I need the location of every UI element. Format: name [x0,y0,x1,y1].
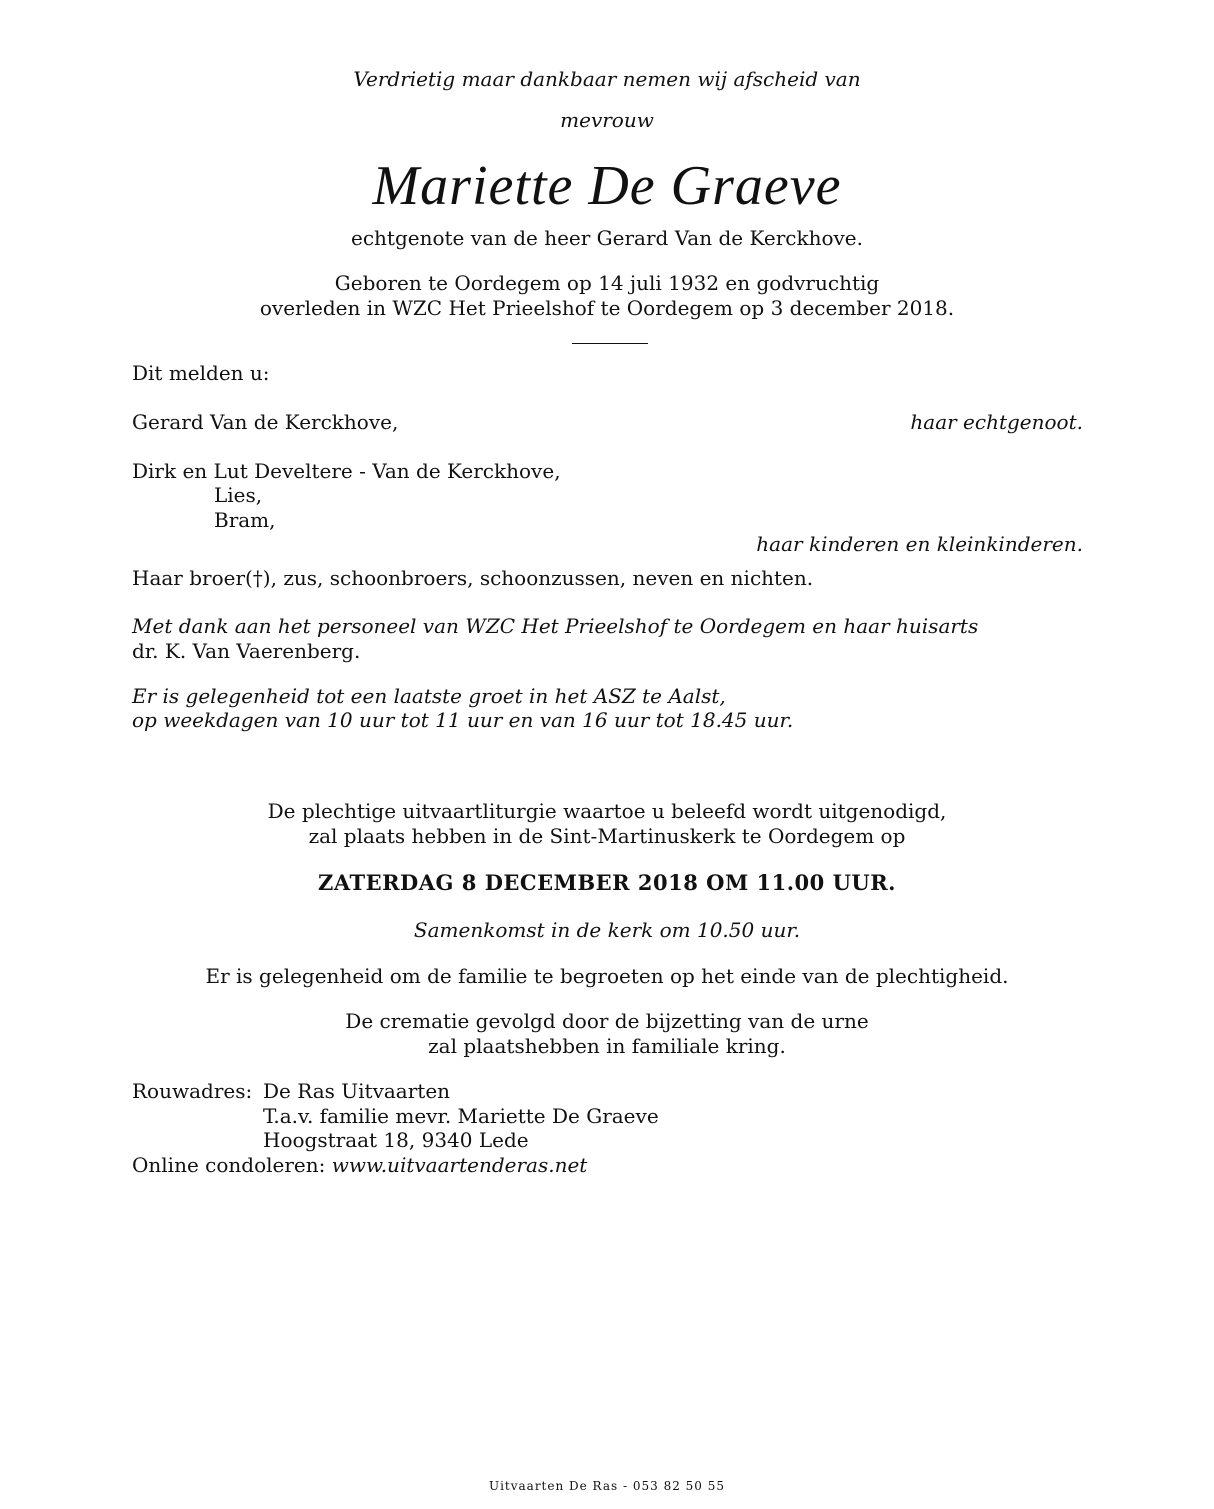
gathering-line: Samenkomst in de kerk om 10.50 uur. [413,918,801,942]
address-line: T.a.v. familie mevr. Mariette De Graeve [263,1104,659,1128]
grandchild-name: Bram, [214,508,276,532]
children-parents: Dirk en Lut Develtere - Van de Kerckhove, [132,459,561,483]
visit-line-1: Er is gelegenheid tot een laatste groet in het ASZ te Aalst, [132,684,726,708]
born-line: Geboren te Oordegem op 14 juli 1932 en godvruchtig [334,271,880,295]
husband-name: Gerard Van de Kerckhove, [132,410,399,434]
footer-text: Uitvaarten De Ras - 053 82 50 55 [488,1479,726,1493]
thanks-line-1: Met dank aan het personeel van WZC Het Prieelshof te Oordegem en haar huisarts [132,614,979,638]
visit-line-2: op weekdagen van 10 uur tot 11 uur en van 16 uur tot 18.45 uur. [132,708,794,732]
salutation: mevrouw [560,108,654,132]
cremation-line-1: De crematie gevolgd door de bijzetting van de urne [345,1009,869,1033]
invite-line-2: zal plaats hebben in de Sint-Martinuskerk te Oordegem op [308,824,906,848]
online-label: Online condoleren: [132,1153,326,1177]
cremation-line-2: zal plaatshebben in familiale kring. [428,1034,786,1058]
ceremony-date: ZATERDAG 8 DECEMBER 2018 OM 11.00 UUR. [317,870,896,895]
divider [572,343,648,344]
invite-line-1: De plechtige uitvaartliturgie waartoe u beleefd wordt uitgenodigd, [267,799,947,823]
opening-line: Dit melden u: [132,361,270,385]
husband-relation: haar echtgenoot. [910,410,1083,434]
thanks-line-2: dr. K. Van Vaerenberg. [132,639,361,663]
address-label: Rouwadres: [132,1079,253,1103]
greeting-line: Er is gelegenheid om de familie te begroeten op het einde van de plechtigheid. [205,964,1009,988]
address-line: Hoogstraat 18, 9340 Lede [263,1128,529,1152]
intro-text: Verdrietig maar dankbaar nemen wij afscheid van [353,67,861,91]
online-condolence [132,1153,587,1177]
children-relation: haar kinderen en kleinkinderen. [756,532,1083,556]
spouse-line: echtgenote van de heer Gerard Van de Kerckhove. [351,226,863,250]
condolence-link[interactable]: www.uitvaartenderas.net [331,1153,588,1177]
deceased-name: Mariette De Graeve [372,155,842,217]
died-line: overleden in WZC Het Prieelshof te Oordegem op 3 december 2018. [259,296,955,320]
family-line: Haar broer(†), zus, schoonbroers, schoonzussen, neven en nichten. [132,566,814,590]
address-line: De Ras Uitvaarten [263,1079,451,1103]
grandchild-name: Lies, [214,483,263,507]
